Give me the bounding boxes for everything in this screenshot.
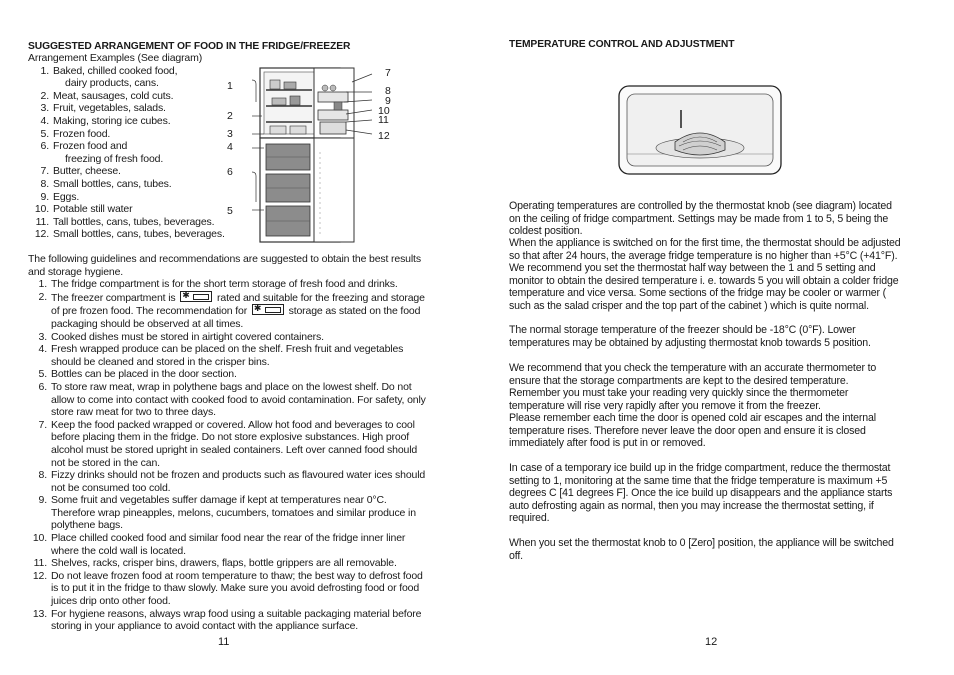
guideline-item <box>28 608 428 633</box>
guideline-item <box>28 278 428 291</box>
guideline-item <box>28 469 428 494</box>
arrangement-item <box>28 153 228 166</box>
arrangement-item <box>28 140 228 153</box>
guideline-text: Fizzy drinks should not be frozen and products such as flavoured water ices should not be consumed too cold. <box>51 469 426 494</box>
arrangement-item <box>28 90 228 103</box>
arrangement-item-number: 3. <box>40 102 49 115</box>
diagram-label-12: 12 <box>378 130 390 142</box>
guideline-number: 4. <box>38 343 47 356</box>
arrangement-item <box>28 65 228 78</box>
arrangement-list <box>28 52 228 241</box>
arrangement-item-number: 6. <box>40 140 49 153</box>
temperature-paragraph: In case of a temporary ice build up in the fridge compartment, reduce the thermostat setting to 1, monitoring at the same time that the fridge temperature is maximum +5 degrees C [41 degrees F]. Once the ice build up disappears and the appliance starts auto defrosting again as normal, then you may increase the thermostat setting, if required. <box>509 462 893 524</box>
guideline-text-part: The freezer compartment is <box>51 291 176 304</box>
arrangement-item-number: 7. <box>40 165 49 178</box>
arrangement-item <box>28 165 228 178</box>
arrangement-item-number: 4. <box>40 114 49 127</box>
guideline-item <box>28 419 428 469</box>
fridge-diagram <box>222 62 402 247</box>
temperature-paragraph: When you set the thermostat knob to 0 [Zero] position, the appliance will be switched off. <box>509 537 894 562</box>
guideline-item <box>28 557 428 570</box>
diagram-label-1: 1 <box>227 80 233 92</box>
guideline-item <box>28 343 428 368</box>
arrangement-item <box>28 102 228 115</box>
guideline-text-part: rated and suitable for the freezing and storage of pre frozen food. The recommendation for <box>51 291 425 318</box>
diagram-label-6: 6 <box>227 166 233 178</box>
arrangement-item-text: Butter, cheese. <box>53 165 121 178</box>
arrangement-item-number: 10. <box>34 203 49 216</box>
arrangement-item-number: 8. <box>40 177 49 190</box>
guideline-text: Keep the food packed wrapped or covered. Allow hot food and beverages to cool before placing them in the fridge. Do not store explosive substances. High proof alcohol must be stored upright in sealed containers. Left over canned food should not be stored in the can. <box>51 418 418 469</box>
guideline-item <box>28 331 428 344</box>
guideline-text: Do not leave frozen food at room temperature to thaw; the best way to defrost food is to put it in the fridge to thaw slowly. Make sure you avoid defrosting food or food juices drip onto other food. <box>51 569 423 608</box>
guideline-text: Place chilled cooked food and similar food near the rear of the fridge inner liner where the cold wall is located. <box>51 532 406 557</box>
arrangement-item-text: Tall bottles, cans, tubes, beverages. <box>53 215 215 228</box>
arrangement-item-number: 2. <box>40 89 49 102</box>
arrangement-item <box>28 216 228 229</box>
guideline-number: 3. <box>38 330 47 343</box>
temperature-paragraph: When the appliance is switched on for the first time, the thermostat should be adjusted so that after 24 hours, the average fridge temperature is no higher than +5°C (+41°F). We recommend you set the thermostat half way between the 1 and 5 setting and monitor to obtain the desired temperature i. e. towards 5 you will obtain a colder fridge temperature and vice versa. Some sections of the fridge may be cooler or warmer ( such as the salad crisper and the top part of the cabinet ) which is quite normal. <box>509 237 901 312</box>
guideline-number: 5. <box>38 368 47 381</box>
guideline-item <box>28 381 428 419</box>
guideline-number: 12. <box>32 569 47 582</box>
freezer-star-rating-icon <box>180 291 212 302</box>
guideline-number: 6. <box>38 380 47 393</box>
guideline-number: 10. <box>32 532 47 545</box>
guideline-number: 11. <box>33 557 47 570</box>
arrangement-item-number: 5. <box>40 127 49 140</box>
arrangement-item <box>28 203 228 216</box>
arrangement-item <box>28 115 228 128</box>
arrangement-intro: Arrangement Examples (See diagram) <box>28 52 203 64</box>
guideline-number: 13. <box>32 607 47 620</box>
arrangement-item-text: Meat, sausages, cold cuts. <box>53 89 174 102</box>
guideline-item <box>28 494 428 532</box>
thermostat-diagram <box>617 84 783 178</box>
guidelines-list <box>28 278 428 633</box>
arrangement-item-number <box>28 77 53 90</box>
arrangement-items <box>28 65 228 241</box>
guideline-text: Bottles can be placed in the door section. <box>51 368 237 381</box>
arrangement-item-number: 1. <box>40 64 49 77</box>
arrangement-item-text: Making, storing ice cubes. <box>53 114 171 127</box>
guideline-item <box>28 291 428 331</box>
arrangement-item-number: 11. <box>35 215 49 228</box>
diagram-label-4: 4 <box>227 141 233 153</box>
arrangement-item-number: 12. <box>34 228 49 241</box>
temperature-paragraph: The normal storage temperature of the freezer should be -18°C (0°F). Lower temperatures may be obtained by adjusting thermostat knob towards 5 position. <box>509 324 871 349</box>
guideline-number: 9. <box>38 494 47 507</box>
guideline-text: For hygiene reasons, always wrap food using a suitable packaging material before storing in your appliance to avoid contact with the appliance surface. <box>51 607 422 633</box>
arrangement-item-text: Small bottles, cans, tubes, beverages. <box>53 228 225 241</box>
diagram-label-7: 7 <box>385 67 391 79</box>
guideline-text: Some fruit and vegetables suffer damage if kept at temperatures near 0°C. Therefore wrap pineapples, melons, cucumbers, tomatoes and similar produce in polythene bags. <box>51 494 416 532</box>
arrangement-item-text: Eggs. <box>53 190 80 203</box>
arrangement-item-text: Frozen food. <box>53 127 111 140</box>
arrangement-item-text: freezing of fresh food. <box>65 152 164 165</box>
arrangement-item <box>28 77 228 90</box>
page-number-left: 11 <box>218 636 230 648</box>
guidelines-section <box>28 253 428 633</box>
diagram-label-8: 8 <box>385 85 391 97</box>
guideline-text: To store raw meat, wrap in polythene bags and place on the lowest shelf. Do not allow to come into contact with cooked food to avoid contamination. For safety, only store raw meat for two to three days. <box>51 380 426 419</box>
diagram-label-9: 9 <box>385 95 391 107</box>
arrangement-item-text: Baked, chilled cooked food, <box>53 64 178 77</box>
guideline-number: 7. <box>38 418 47 431</box>
guideline-number: 8. <box>38 469 47 482</box>
temperature-paragraph: Operating temperatures are controlled by the thermostat knob (see diagram) located on the ceiling of fridge compartment. Settings may be made from 1 to 5, 5 being the coldest position. <box>509 200 892 237</box>
diagram-label-3: 3 <box>227 128 233 140</box>
diagram-label-2: 2 <box>227 110 233 122</box>
arrangement-heading: SUGGESTED ARRANGEMENT OF FOOD IN THE FRIDGE/FREEZER <box>28 41 351 52</box>
guideline-text <box>51 291 428 331</box>
arrangement-item-text: Frozen food and <box>53 140 128 153</box>
guideline-text: Shelves, racks, crisper bins, drawers, flaps, bottle grippers are all removable. <box>51 557 397 570</box>
arrangement-item-text: Small bottles, cans, tubes. <box>53 177 172 190</box>
guideline-number: 2. <box>38 290 47 303</box>
freezer-star-rating-icon <box>252 304 284 315</box>
guideline-text: Fresh wrapped produce can be placed on the shelf. Fresh fruit and vegetables should be cleaned and stored in the crisper bins. <box>51 343 404 368</box>
diagram-label-10: 10 <box>378 105 390 117</box>
diagram-label-5: 5 <box>227 205 233 217</box>
arrangement-item <box>28 128 228 141</box>
guideline-item <box>28 570 428 608</box>
guideline-text: Cooked dishes must be stored in airtight covered containers. <box>51 330 324 343</box>
guideline-number: 1. <box>38 278 47 291</box>
arrangement-item-number <box>28 153 53 166</box>
page-number-right: 12 <box>705 636 718 648</box>
diagram-label-11: 11 <box>378 114 389 126</box>
right-page <box>477 0 954 675</box>
arrangement-item <box>28 178 228 191</box>
temperature-paragraph: Please remember each time the door is opened cold air escapes and the internal temperature rises. Therefore never leave the door open and ensure it is closed immediately after food is put in or removed. <box>509 412 876 449</box>
guideline-item <box>28 368 428 381</box>
temperature-paragraph: We recommend that you check the temperature with an accurate thermometer to ensure that the storage compartments are kept to the desired temperature. Remember you must take your reading very quickly since the thermometer temperature will rise very rapidly after you remove it from the freezer. <box>509 362 877 412</box>
guideline-text: The fridge compartment is for the short term storage of fresh food and drinks. <box>51 278 398 291</box>
arrangement-item-text: Fruit, vegetables, salads. <box>53 102 166 115</box>
arrangement-item-text: dairy products, cans. <box>65 77 159 90</box>
temperature-heading: TEMPERATURE CONTROL AND ADJUSTMENT <box>509 39 735 50</box>
arrangement-item <box>28 228 228 241</box>
arrangement-item-number: 9. <box>40 190 49 203</box>
arrangement-item-text: Potable still water <box>53 203 133 216</box>
arrangement-item <box>28 191 228 204</box>
guidelines-intro: The following guidelines and recommendations are suggested to obtain the best results and storage hygiene. <box>28 253 421 278</box>
guideline-item <box>28 532 428 557</box>
guideline-text-part: storage as stated on the food packaging should be observed at all times. <box>51 305 421 330</box>
